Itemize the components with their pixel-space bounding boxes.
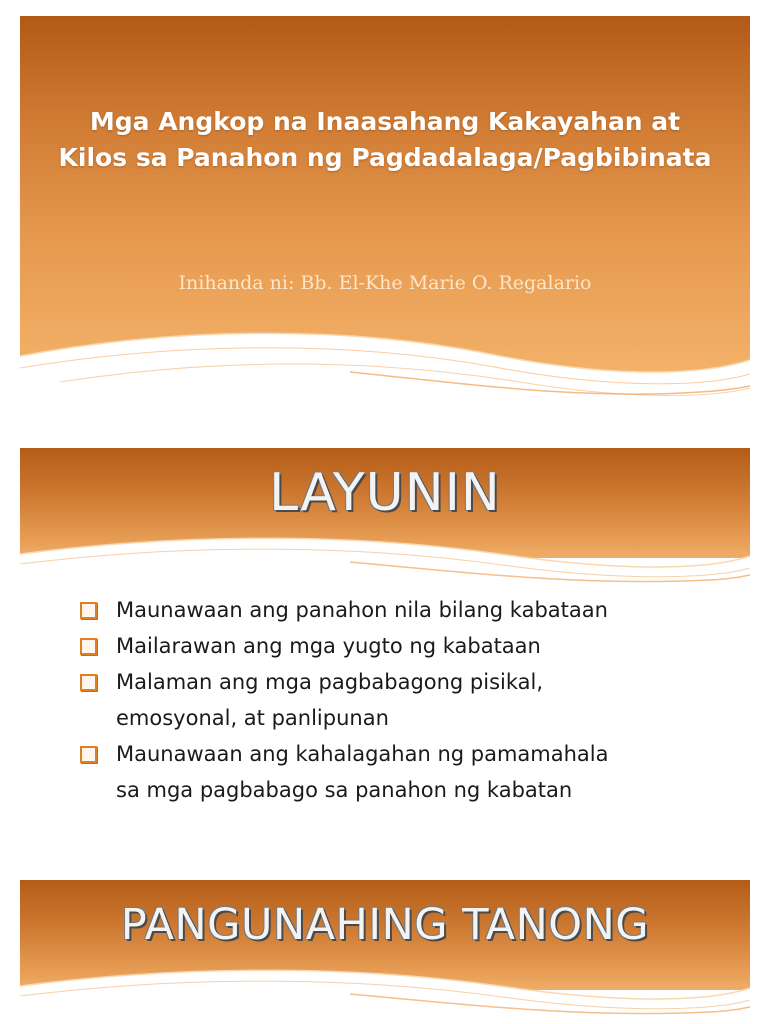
objectives-list <box>80 592 730 808</box>
decorative-wave <box>20 960 750 1024</box>
deck-title-line: Kilos sa Panahon ng Pagdadalaga/Pagbibinata <box>58 143 712 172</box>
list-item <box>80 592 730 628</box>
decorative-wave <box>20 528 750 598</box>
list-item <box>80 736 730 808</box>
list-item-text: Malaman ang mga pagbabagong pisikal, <box>116 670 544 694</box>
objectives-slide <box>20 448 750 846</box>
deck-title <box>20 104 750 176</box>
title-slide <box>20 16 750 416</box>
list-item <box>80 628 730 664</box>
list-item-text: emosyonal, at panlipunan <box>116 706 389 730</box>
list-item-text: Mailarawan ang mga yugto ng kabataan <box>116 634 541 658</box>
checkbox-icon <box>80 746 97 763</box>
question-slide <box>20 880 750 1024</box>
list-item-text: Maunawaan ang panahon nila bilang kabataan <box>116 598 608 622</box>
slide-heading: PANGUNAHING TANONG <box>120 900 650 950</box>
slide-heading: LAYUNIN <box>269 463 501 523</box>
checkbox-icon <box>80 638 97 655</box>
list-item <box>80 664 730 736</box>
checkbox-icon <box>80 674 97 691</box>
decorative-wave <box>20 316 750 416</box>
deck-title-line: Mga Angkop na Inaasahang Kakayahan at <box>89 107 681 136</box>
list-item-text: Maunawaan ang kahalagahan ng pamamahala <box>116 742 609 766</box>
deck-author: Inihanda ni: Bb. El-Khe Marie O. Regalario <box>178 272 592 294</box>
checkbox-icon <box>80 602 97 619</box>
list-item-text: sa mga pagbabago sa panahon ng kabatan <box>116 778 573 802</box>
